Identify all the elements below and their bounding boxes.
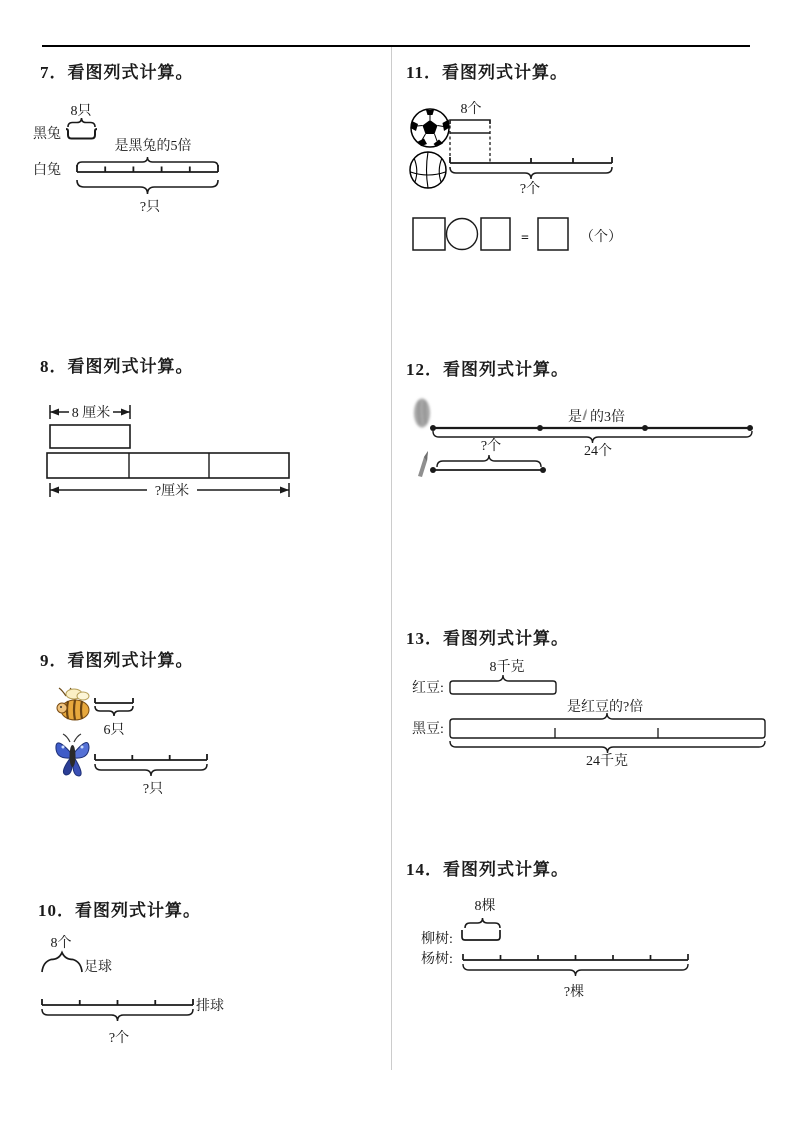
p12-question-brace — [437, 455, 541, 467]
butterfly-icon — [56, 734, 89, 776]
p14-row2-label: 杨树: — [421, 952, 453, 967]
problem-13-heading: 13．看图列式计算。 — [406, 629, 569, 648]
problem-9-diagram — [40, 672, 270, 807]
p13-qty-label: 8千克 — [489, 660, 525, 675]
p14-row1-label: 柳树: — [421, 932, 453, 947]
line-dot — [430, 425, 436, 431]
header-rule — [42, 45, 750, 47]
black-bean-bar — [450, 713, 765, 738]
p7-times-brace — [77, 157, 218, 167]
p7-qty-brace — [68, 118, 95, 127]
black-bean-bar-ticks — [555, 728, 658, 738]
p13-total-label: 24千克 — [586, 754, 628, 769]
p7-row1-label: 黑兔 — [33, 127, 61, 142]
bee-count-bar — [95, 698, 133, 703]
soccer-band-dashed-sides — [450, 120, 490, 163]
line-dot — [747, 425, 753, 431]
p14-qty-label: 8棵 — [474, 899, 496, 914]
problem-12-diagram — [405, 388, 770, 493]
p9-question-label: ?只 — [142, 782, 164, 797]
p9-qty-brace — [95, 706, 133, 716]
basketball-bar — [450, 157, 612, 163]
p10-question-brace — [42, 1009, 193, 1021]
line-dot — [430, 467, 436, 473]
p12-total-label: 24个 — [584, 444, 612, 459]
problem-10-diagram — [35, 925, 275, 1050]
p8-left-arrowhead — [50, 409, 59, 416]
p7-question-brace — [77, 180, 218, 194]
p12-times-suffix: 的3倍 — [590, 410, 625, 425]
black-rabbit-bar — [66, 129, 97, 139]
p12-question-label: ?个 — [480, 439, 502, 454]
p8-right-arrowhead — [121, 409, 130, 416]
line-dot — [642, 425, 648, 431]
p11-qty-label: 8个 — [460, 102, 482, 117]
white-rabbit-bar — [77, 165, 218, 172]
p7-question-label: ?只 — [139, 200, 161, 215]
red-bean-bar — [450, 675, 556, 694]
problem-14-diagram — [402, 885, 732, 1010]
equation-unit-label: （个） — [580, 230, 622, 245]
problem-11-heading: 11．看图列式计算。 — [406, 63, 569, 82]
p13-total-brace — [450, 741, 765, 753]
problem-7-heading: 7．看图列式计算。 — [40, 63, 194, 82]
p11-question-label: ?个 — [519, 182, 541, 197]
butterfly-count-bar — [95, 754, 207, 760]
brush-icon — [418, 451, 428, 477]
p9-qty-label: 6只 — [103, 723, 125, 738]
equation-box-1[interactable] — [413, 218, 445, 250]
vegetable-icon — [414, 399, 430, 428]
equation-box-result[interactable] — [538, 218, 568, 250]
line-dot — [537, 425, 543, 431]
p8-length-label: 8 厘米 — [71, 406, 111, 421]
problem-8-diagram — [35, 395, 320, 507]
p14-qty-brace — [465, 918, 500, 928]
poplar-bar — [463, 954, 688, 960]
equation-box-2[interactable] — [481, 218, 510, 250]
p9-question-brace — [95, 764, 207, 776]
p13-row2-label: 黑豆: — [412, 722, 444, 737]
p8-short-bar — [50, 425, 130, 448]
column-divider — [391, 47, 392, 1070]
problem-12-heading: 12．看图列式计算。 — [406, 360, 569, 379]
p14-question-label: ?棵 — [563, 985, 585, 1000]
soccer-ball-icon — [411, 109, 450, 147]
equation-operator-circle[interactable] — [447, 219, 478, 250]
p7-row2-label: 白兔 — [33, 163, 61, 178]
soccer-count-band — [450, 120, 490, 133]
soccer-group-dome — [42, 953, 82, 973]
basketball-icon — [410, 152, 446, 188]
p10-row2-label: 排球 — [196, 999, 224, 1014]
bee-icon — [57, 688, 89, 720]
problem-7-diagram — [30, 90, 360, 225]
problem-9-heading: 9．看图列式计算。 — [40, 651, 194, 670]
p14-question-brace — [463, 964, 688, 976]
p8-long-bar-dividers — [129, 453, 209, 478]
volleyball-bar — [42, 999, 193, 1005]
p7-qty-label: 8只 — [70, 104, 92, 119]
problem-13-diagram — [402, 645, 777, 775]
p13-times-label: 是红豆的?倍 — [567, 700, 644, 715]
problem-11-diagram — [405, 88, 765, 263]
equation-equals-sign: = — [521, 231, 529, 246]
problem-14-heading: 14．看图列式计算。 — [406, 860, 569, 879]
p8-long-bar — [47, 453, 289, 478]
p10-qty-label: 8个 — [50, 936, 72, 951]
p13-row1-label: 红豆: — [412, 681, 444, 696]
brush-icon-inline — [582, 408, 587, 420]
p8-question-label: ?厘米 — [154, 484, 190, 499]
p11-question-brace — [450, 167, 612, 179]
p10-question-label: ?个 — [108, 1031, 130, 1046]
p12-times-prefix: 是 — [568, 410, 582, 425]
willow-bar — [462, 930, 500, 940]
p8-bottom-right-arrowhead — [280, 487, 289, 494]
problem-10-heading: 10．看图列式计算。 — [38, 901, 201, 920]
p8-bottom-left-arrowhead — [50, 487, 59, 494]
line-dot — [540, 467, 546, 473]
p10-row1-label: 足球 — [84, 960, 112, 975]
problem-8-heading: 8．看图列式计算。 — [40, 357, 194, 376]
p7-times-label: 是黑兔的5倍 — [114, 139, 192, 154]
